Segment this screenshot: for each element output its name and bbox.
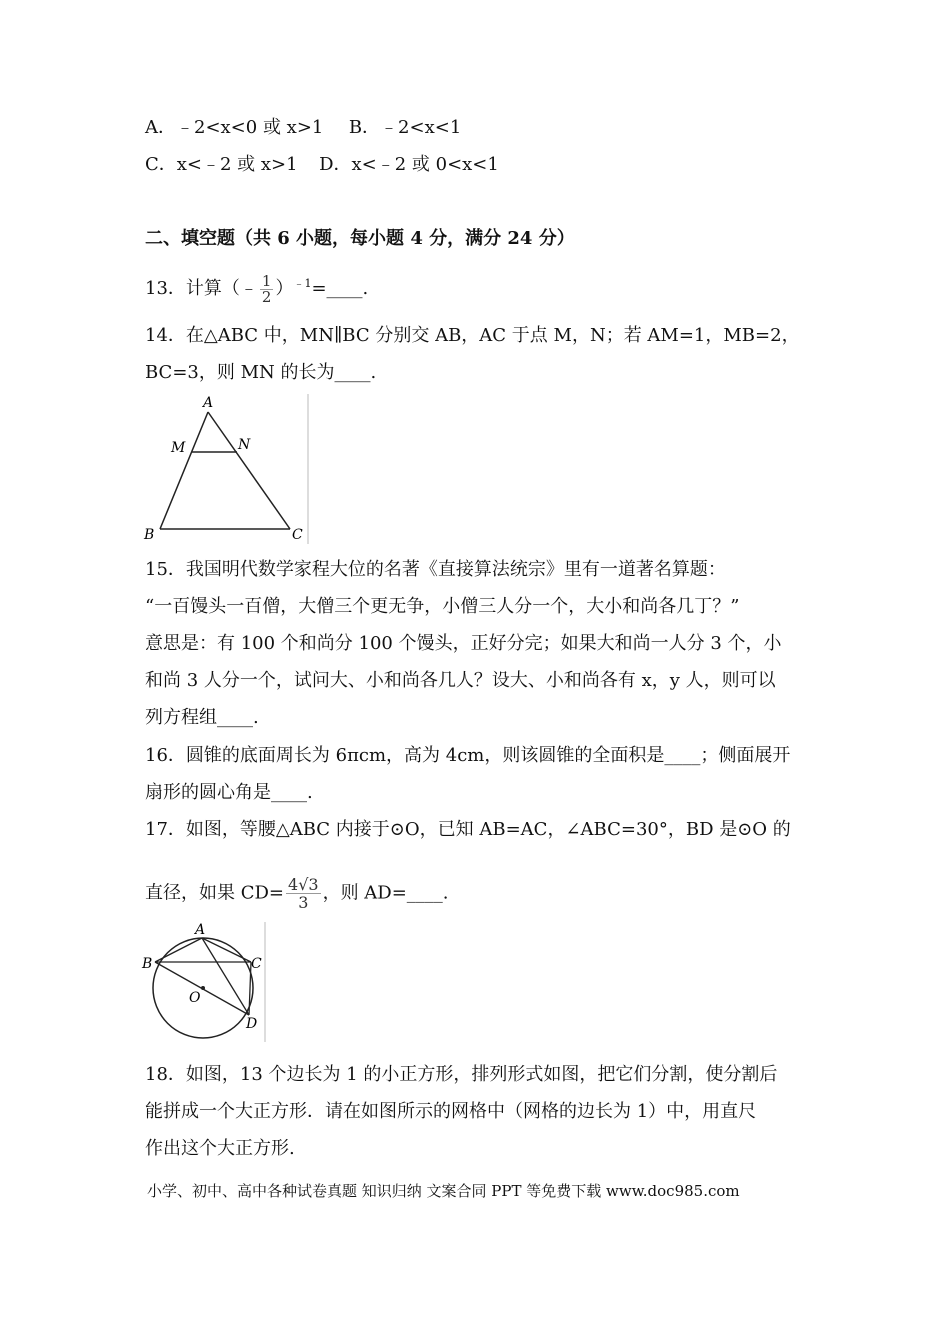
q17-circle-figure (140, 920, 270, 1042)
q17-segment-ab (155, 938, 202, 962)
q12-option-a: A．﹣2<x<0 或 x>1 (145, 117, 324, 138)
q13-fraction: $\frac{1}{2}$ (261, 271, 272, 306)
q17-line1: 17．如图，等腰△ABC 内接于⊙O，已知 AB=AC，∠ABC=30°，BD 是⊙O 的 (145, 819, 791, 840)
q17-label-a: A (195, 922, 206, 938)
q14-label-c: C (292, 527, 303, 543)
q14-triangle-figure (140, 392, 312, 544)
q14-label-a: A (203, 395, 214, 411)
q16-line2: 扇形的圆心角是____. (145, 782, 313, 803)
q15-line3: 意思是：有 100 个和尚分 100 个馒头，正好分完；如果大和尚一人分 3 个，小 (145, 633, 782, 654)
q18-line1: 18．如图，13 个边长为 1 的小正方形，排列形式如图，把它们分割，使分割后 (145, 1064, 778, 1085)
page-footer: 小学、初中、高中各种试卷真题 知识归纳 文案合同 PPT 等免费下载 www.doc985.com (147, 1182, 740, 1200)
q14-side-ab (160, 412, 208, 529)
q12-options-row1 (145, 116, 461, 140)
q14-line1: 14．在△ABC 中，MN∥BC 分别交 AB，AC 于点 M，N；若 AM=1，MB=2， (145, 325, 800, 346)
q17-label-o: O (189, 990, 201, 1006)
q15-line4: 和尚 3 人分一个，试问大、小和尚各几人？设大、小和尚各有 x，y 人，则可以 (145, 670, 776, 691)
q17-label-c: C (251, 956, 262, 972)
q12-option-b: B．﹣2<x<1 (348, 117, 462, 138)
q12-option-c: C．x<﹣2 或 x>1 (145, 154, 298, 175)
q15-line1: 15．我国明代数学家程大位的名著《直接算法统宗》里有一道著名算题： (145, 559, 726, 580)
q14-label-b: B (144, 527, 155, 543)
q17-label-b: B (142, 956, 153, 972)
q14-line2: BC=3，则 MN 的长为____. (145, 362, 377, 383)
q15-line2: “一百馒头一百僧，大僧三个更无争，小僧三人分一个，大小和尚各几丁？” (145, 596, 740, 617)
q18-line2: 能拼成一个大正方形．请在如图所示的网格中（网格的边长为 1）中，用直尺 (145, 1101, 757, 1122)
q12-option-d: D．x<﹣2 或 0<x<1 (319, 154, 499, 175)
q14-side-ac (208, 412, 290, 529)
q12-options-row2 (145, 153, 499, 177)
q14-label-m: M (171, 440, 186, 456)
q17-label-d: D (246, 1016, 258, 1032)
q14-label-n: N (238, 437, 251, 453)
q17-line2: 直径，如果 CD= $\frac{4√3}{3}$ ，则 AD=____. (145, 875, 449, 912)
q15-line5: 列方程组____. (145, 707, 259, 728)
q17-center-point (201, 986, 205, 990)
q13: 13．计算（﹣ $\frac{1}{2}$ ）$^{﹣1}$=____. (145, 271, 369, 306)
section-2-heading: 二、填空题（共 6 小题，每小题 4 分，满分 24 分） (145, 228, 575, 249)
q17-fraction: $\frac{4√3}{3}$ (288, 875, 319, 912)
q16-line1: 16．圆锥的底面周长为 6πcm，高为 4cm，则该圆锥的全面积是____；侧面展开 (145, 745, 791, 766)
q18-line3: 作出这个大正方形. (145, 1138, 295, 1159)
